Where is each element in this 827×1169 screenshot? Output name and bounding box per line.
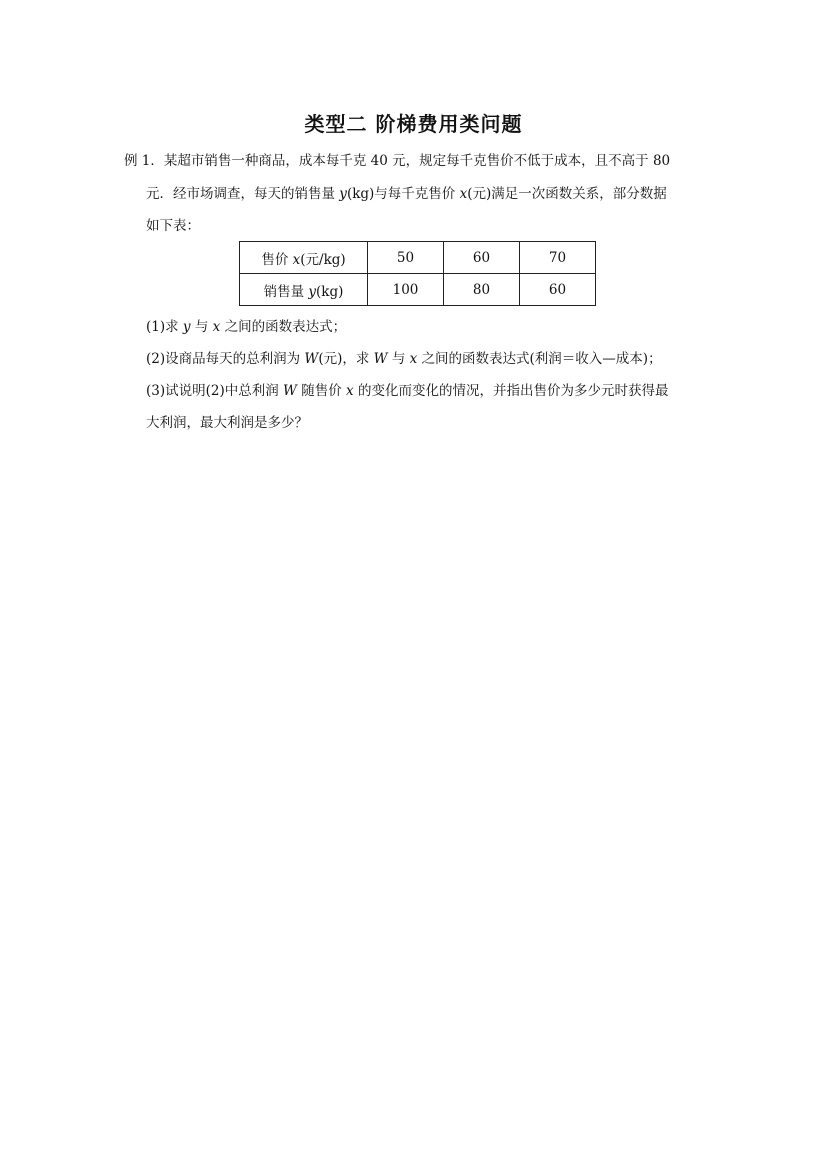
q1-text-a: (1)求 — [146, 319, 183, 335]
example-text-2b: (kg)与每千克售价 — [346, 186, 460, 202]
table-row-price — [240, 242, 596, 274]
example-line-2 — [146, 184, 667, 204]
question-2 — [146, 349, 662, 369]
question-3 — [146, 381, 668, 401]
q2-text-d: 之间的函数表达式(利润＝收入—成本)； — [417, 351, 662, 367]
table-cell: 70 — [520, 242, 596, 274]
q3-text-a: (3)试说明(2)中总利润 — [146, 383, 284, 399]
example-line-3: 如下表： — [146, 218, 200, 234]
q1-var-y: y — [182, 319, 191, 335]
data-table — [239, 241, 596, 306]
table-header-sales — [240, 274, 368, 306]
example-line-1 — [124, 151, 670, 171]
price-label-var: x — [292, 251, 301, 268]
sales-label-var: y — [308, 283, 317, 300]
table-cell: 50 — [368, 242, 444, 274]
sales-label-a: 销售量 — [263, 283, 309, 300]
q1-var-x: x — [212, 319, 221, 335]
q3-var-x: x — [346, 383, 354, 399]
q2-text-b: (元)，求 — [318, 351, 374, 367]
table-cell: 60 — [520, 274, 596, 306]
q3-var-w: W — [283, 383, 297, 399]
q1-text-b: 与 — [190, 319, 213, 335]
example-text-1: 某超市销售一种商品，成本每千克 40 元，规定每千克售价不低于成本，且不高于 80 — [163, 153, 671, 169]
q3-text-b: 随售价 — [296, 383, 347, 399]
var-y: y — [339, 186, 347, 202]
table-row-sales — [240, 274, 596, 306]
table-cell: 100 — [368, 274, 444, 306]
question-1 — [146, 317, 346, 337]
q2-var-w2: W — [373, 351, 388, 367]
question-3-continued: 大利润，最大利润是多少？ — [146, 415, 308, 431]
q1-text-c: 之间的函数表达式； — [220, 319, 347, 335]
q2-var-w: W — [304, 351, 319, 367]
table-header-price — [240, 242, 368, 274]
example-label: 例 1． — [124, 153, 164, 169]
example-text-2c: (元)满足一次函数关系，部分数据 — [467, 186, 667, 202]
q3-text-c: 的变化而变化的情况，并指出售价为多少元时获得最 — [353, 383, 669, 399]
price-label-b: (元/kg) — [300, 251, 346, 268]
q2-text-a: (2)设商品每天的总利润为 — [146, 351, 305, 367]
table-cell: 80 — [444, 274, 520, 306]
q2-text-c: 与 — [387, 351, 410, 367]
q2-var-x: x — [409, 351, 418, 367]
table-cell: 60 — [444, 242, 520, 274]
price-label-a: 售价 — [261, 251, 293, 268]
sales-label-b: (kg) — [316, 283, 344, 300]
var-x: x — [459, 186, 468, 202]
page-title: 类型二 阶梯费用类问题 — [304, 112, 523, 136]
example-text-2a: 元．经市场调查，每天的销售量 — [146, 186, 340, 202]
